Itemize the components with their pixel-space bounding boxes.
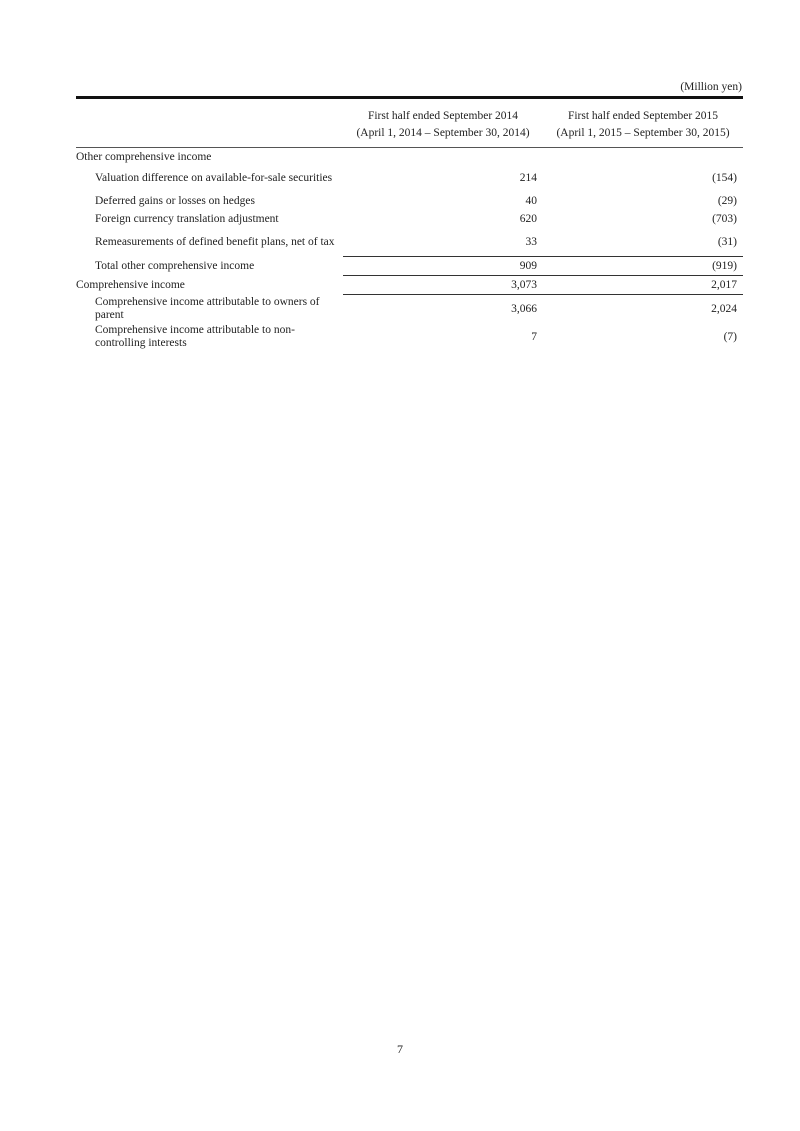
column-header-2015-title: First half ended September 2015 [567, 110, 719, 122]
value-2015-valuation: (154) [712, 171, 737, 184]
value-2015-nci: (7) [723, 330, 737, 343]
table-row-fx [76, 210, 743, 228]
value-2014-nci: 7 [531, 330, 537, 343]
column-header-2014-period: (April 1, 2014 – September 30, 2014) [356, 127, 530, 139]
value-2015-comprehensive: 2,017 [543, 276, 743, 295]
row-label-remeasure: Remeasurements of defined benefit plans, net of tax [95, 235, 335, 248]
value-2015-owners: 2,024 [711, 302, 737, 315]
table-row-total-oci [76, 257, 743, 276]
row-label-valuation: Valuation difference on available-for-sale securities [95, 171, 333, 184]
page-number: 7 [397, 1042, 403, 1056]
table-row-valuation [76, 164, 743, 192]
row-label-owners: Comprehensive income attributable to owners of parent [95, 295, 320, 321]
value-2014-total-oci: 909 [343, 257, 543, 276]
value-2014-owners: 3,066 [511, 302, 537, 315]
value-2015-total-oci: (919) [543, 257, 743, 276]
table-row-nci [76, 323, 743, 351]
table-row-remeasure [76, 228, 743, 257]
column-header-2014 [343, 98, 543, 148]
row-label-nci: Comprehensive income attributable to non-controlling interests [95, 324, 295, 349]
column-header-2014-title: First half ended September 2014 [367, 110, 519, 122]
value-2014-remeasure: 33 [525, 235, 537, 248]
value-2015-hedges: (29) [717, 194, 737, 207]
table-row-oci-header [76, 148, 743, 165]
comprehensive-income-table [76, 96, 743, 351]
unit-note: (Million yen) [680, 81, 742, 93]
value-2014-hedges: 40 [525, 194, 537, 207]
row-label-total-oci: Total other comprehensive income [95, 259, 255, 272]
column-header-2015-period: (April 1, 2015 – September 30, 2015) [556, 127, 730, 139]
table-header-row [76, 98, 743, 148]
value-2015-remeasure: (31) [717, 235, 737, 248]
value-2014-comprehensive: 3,073 [343, 276, 543, 295]
value-2014-fx: 620 [519, 212, 537, 225]
row-label-hedges: Deferred gains or losses on hedges [95, 194, 255, 207]
row-label-oci-header: Other comprehensive income [76, 150, 212, 163]
table-row-hedges [76, 192, 743, 210]
column-header-2015 [543, 98, 743, 148]
value-2014-valuation: 214 [519, 171, 537, 184]
header-label-cell [76, 98, 343, 148]
row-label-fx: Foreign currency translation adjustment [95, 212, 279, 225]
table-row-comprehensive [76, 276, 743, 295]
row-label-comprehensive: Comprehensive income [76, 278, 185, 291]
value-2015-fx: (703) [712, 212, 737, 225]
table-row-owners [76, 295, 743, 324]
